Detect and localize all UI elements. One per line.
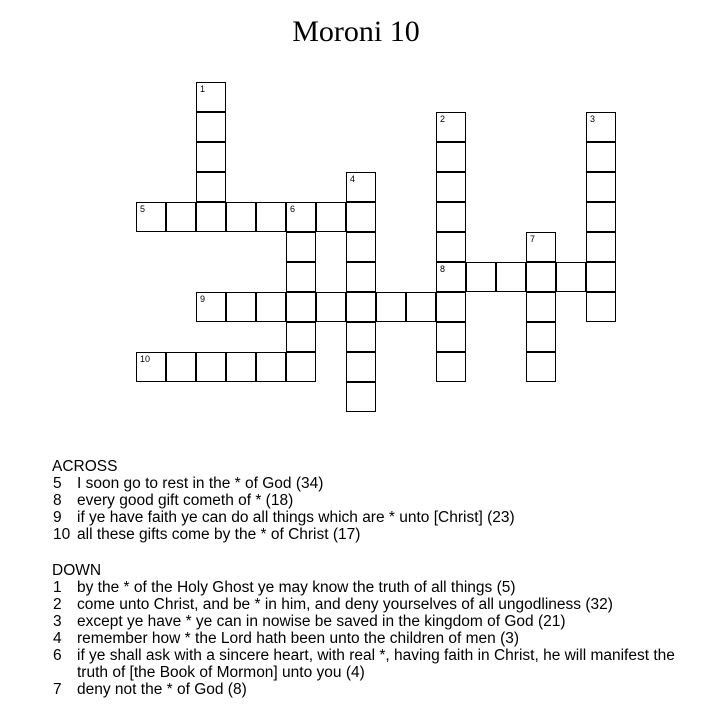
clue-text: if ye have faith ye can do all things which are * unto [Christ] (23) — [77, 509, 515, 526]
clue-number: 10 — [140, 354, 151, 364]
down-clue — [52, 596, 702, 613]
clue-number: 5 — [140, 204, 146, 214]
page-title: Moroni 10 — [292, 15, 420, 48]
clue-text: I soon go to rest in the * of God (34) — [77, 475, 324, 492]
clue-text: deny not the * of God (8) — [77, 681, 247, 698]
grid-cell[interactable] — [346, 172, 376, 202]
grid-cell[interactable] — [586, 262, 616, 292]
grid-cell[interactable] — [436, 232, 466, 262]
grid-cell[interactable] — [496, 262, 526, 292]
grid-cell[interactable] — [256, 202, 286, 232]
grid-cell[interactable] — [346, 202, 376, 232]
grid-cell[interactable] — [286, 322, 316, 352]
grid-cell[interactable] — [196, 352, 226, 382]
down-clue — [52, 630, 702, 647]
down-clue — [52, 647, 702, 681]
grid-cell[interactable] — [166, 352, 196, 382]
grid-cell[interactable] — [196, 172, 226, 202]
clue-text: remember how * the Lord hath been unto the children of men (3) — [77, 630, 520, 647]
grid-cell[interactable] — [286, 262, 316, 292]
across-clue — [52, 526, 702, 543]
grid-cell[interactable] — [526, 322, 556, 352]
grid-cell[interactable] — [436, 142, 466, 172]
grid-cell[interactable] — [196, 112, 226, 142]
clue-number: 6 — [290, 204, 296, 214]
clue-num: 6 — [53, 647, 62, 664]
grid-cell[interactable] — [166, 202, 196, 232]
grid-cell[interactable] — [346, 292, 376, 322]
clue-num: 5 — [53, 475, 62, 492]
grid-cell[interactable] — [346, 262, 376, 292]
down-clue — [52, 681, 702, 698]
grid-cell[interactable] — [286, 352, 316, 382]
grid-cell[interactable] — [226, 292, 256, 322]
grid-cell[interactable] — [286, 202, 316, 232]
clue-num: 7 — [53, 681, 62, 698]
grid-cell[interactable] — [436, 292, 466, 322]
grid-cell[interactable] — [436, 172, 466, 202]
grid-cell[interactable] — [346, 352, 376, 382]
clue-num: 1 — [53, 579, 62, 596]
clue-number: 3 — [590, 114, 596, 124]
clue-num: 8 — [53, 492, 62, 509]
down-clues — [52, 579, 702, 698]
grid-cell[interactable] — [406, 292, 436, 322]
clue-number: 4 — [350, 174, 356, 184]
clue-num: 3 — [53, 613, 62, 630]
grid-cell[interactable] — [286, 292, 316, 322]
grid-cell[interactable] — [196, 292, 226, 322]
grid-cell[interactable] — [346, 322, 376, 352]
grid-cell[interactable] — [436, 262, 466, 292]
clue-num: 2 — [53, 596, 62, 613]
grid-cell[interactable] — [436, 202, 466, 232]
clue-list — [52, 458, 702, 698]
clue-text: by the * of the Holy Ghost ye may know the truth of all things (5) — [77, 579, 516, 596]
clue-num: 4 — [53, 630, 62, 647]
grid-cell[interactable] — [376, 292, 406, 322]
grid-cell[interactable] — [346, 382, 376, 412]
clue-number: 7 — [530, 234, 536, 244]
grid-cell[interactable] — [136, 352, 166, 382]
down-clue — [52, 613, 702, 630]
clue-num: 9 — [53, 509, 62, 526]
grid-cell[interactable] — [586, 202, 616, 232]
grid-cell[interactable] — [196, 82, 226, 112]
grid-cell[interactable] — [466, 262, 496, 292]
grid-cell[interactable] — [196, 202, 226, 232]
across-clues — [52, 475, 702, 543]
clue-text: except ye have * ye can in nowise be saved in the kingdom of God (21) — [77, 613, 566, 630]
grid-cell[interactable] — [586, 292, 616, 322]
grid-cell[interactable] — [316, 202, 346, 232]
grid-cell[interactable] — [556, 262, 586, 292]
grid-cell[interactable] — [196, 142, 226, 172]
grid-cell[interactable] — [586, 112, 616, 142]
across-clue — [52, 492, 702, 509]
clue-number: 1 — [200, 84, 206, 94]
clue-number: 8 — [440, 264, 446, 274]
grid-cell[interactable] — [256, 292, 286, 322]
grid-cell[interactable] — [136, 202, 166, 232]
clue-text: if ye shall ask with a sincere heart, with real *, having faith in Christ, he will manifest the truth of [the Book of Mormon] unto you (4) — [77, 647, 675, 681]
grid-cell[interactable] — [346, 232, 376, 262]
down-heading: DOWN — [52, 562, 102, 579]
across-heading: ACROSS — [52, 458, 118, 475]
grid-cell[interactable] — [226, 202, 256, 232]
clue-text: come unto Christ, and be * in him, and deny yourselves of all ungodliness (32) — [77, 596, 613, 613]
grid-cell[interactable] — [316, 292, 346, 322]
clue-number: 2 — [440, 114, 446, 124]
across-clue — [52, 509, 702, 526]
clue-number: 9 — [200, 294, 206, 304]
grid-cell[interactable] — [436, 322, 466, 352]
grid-cell[interactable] — [436, 352, 466, 382]
grid-cell[interactable] — [586, 172, 616, 202]
down-clue — [52, 579, 702, 596]
clue-num: 10 — [53, 526, 71, 543]
across-clue — [52, 475, 702, 492]
grid-cell[interactable] — [286, 232, 316, 262]
section-gap — [52, 543, 702, 562]
grid-cell[interactable] — [526, 262, 556, 292]
grid-cell[interactable] — [436, 112, 466, 142]
grid-cell[interactable] — [526, 352, 556, 382]
clue-text: every good gift cometh of * (18) — [77, 492, 294, 509]
grid-cell[interactable] — [526, 292, 556, 322]
grid-cell[interactable] — [586, 232, 616, 262]
grid-cell[interactable] — [226, 352, 256, 382]
grid-cell[interactable] — [256, 352, 286, 382]
grid-cell[interactable] — [586, 142, 616, 172]
clue-text: all these gifts come by the * of Christ (17) — [77, 526, 361, 543]
grid-cell[interactable] — [526, 232, 556, 262]
